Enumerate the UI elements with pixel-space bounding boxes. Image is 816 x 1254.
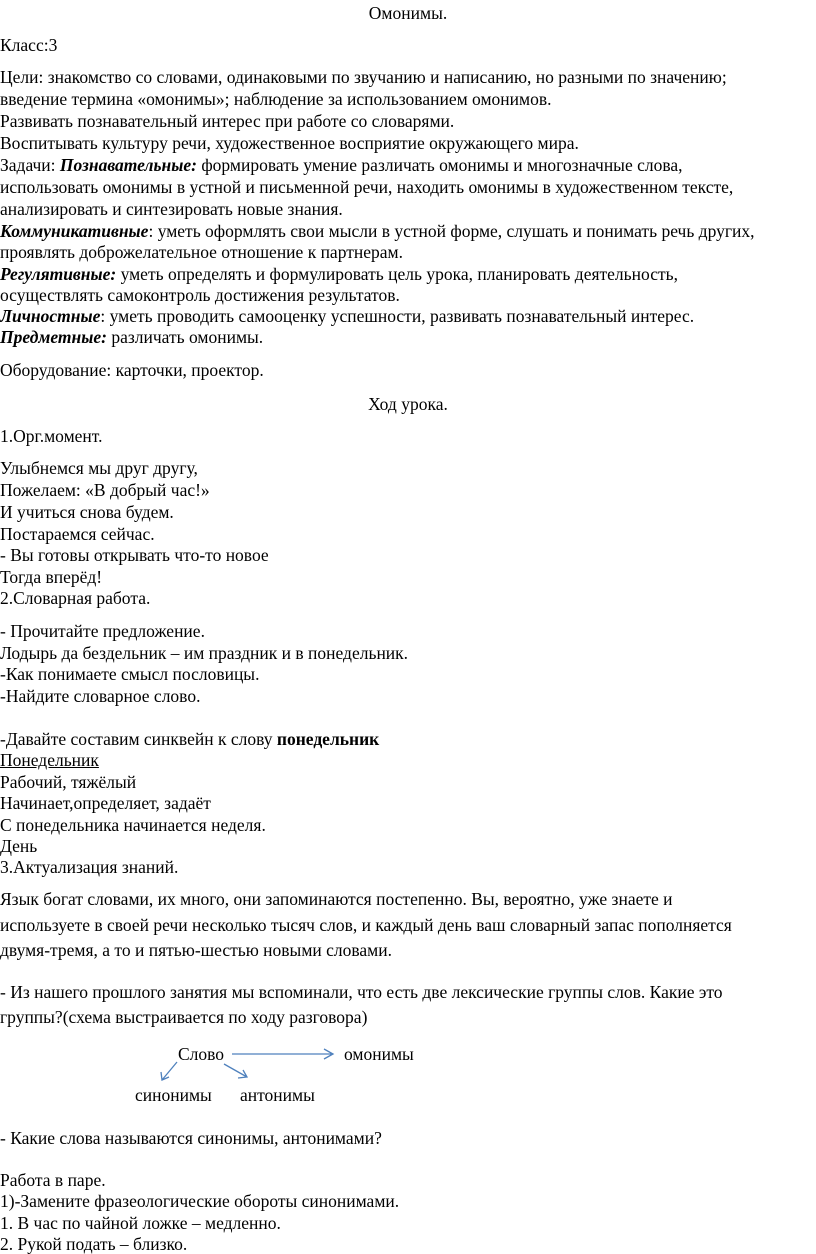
- goals-line: введение термина «омонимы»; наблюдение за использованием омонимов.: [0, 89, 552, 109]
- pair-item: 1. В час по чайной ложке – медленно.: [0, 1213, 281, 1233]
- paragraph-line: группы?(схема выстраивается по ходу разговора): [0, 1007, 368, 1027]
- cinquain-line: Рабочий, тяжёлый: [0, 772, 137, 792]
- cinquain-line: Начинает,определяет, задаёт: [0, 793, 211, 813]
- pair-work-heading: Работа в паре.: [0, 1170, 106, 1190]
- lesson-heading: Ход урока.: [368, 394, 448, 414]
- tasks-prefix: Задачи:: [0, 155, 60, 175]
- regulative-label: Регулятивные:: [0, 264, 117, 284]
- goals-line: Воспитывать культуру речи, художественное восприятие окружающего мира.: [0, 133, 579, 153]
- diagram-homonyms: омонимы: [344, 1044, 414, 1064]
- step-heading: 2.Словарная работа.: [0, 588, 151, 608]
- equipment-line: Оборудование: карточки, проектор.: [0, 360, 264, 380]
- poem-line: Тогда вперёд!: [0, 567, 103, 587]
- goals-line: Цели: знакомство со словами, одинаковыми по звучанию и написанию, но разными по значению;: [0, 67, 727, 87]
- paragraph-line: двумя-тремя, а то и пятью-шестью новыми словами.: [0, 940, 392, 960]
- step-heading: 1.Орг.момент.: [0, 426, 103, 446]
- cognitive-text: формировать умение различать омонимы и многозначные слова,: [196, 155, 683, 175]
- cinquain-word: понедельник: [276, 729, 380, 749]
- paragraph-line: Язык богат словами, их много, они запоминаются постепенно. Вы, вероятно, уже знаете и: [0, 889, 673, 909]
- poem-line: И учиться снова будем.: [0, 502, 174, 522]
- text-line: осуществлять самоконтроль достижения результатов.: [0, 285, 400, 305]
- goals-line: Развивать познавательный интерес при работе со словарями.: [0, 111, 455, 131]
- poem-line: - Вы готовы открывать что-то новое: [0, 545, 269, 565]
- poem-line: Пожелаем: «В добрый час!»: [0, 480, 210, 500]
- paragraph-line: - Из нашего прошлого занятия мы вспоминали, что есть две лексические группы слов. Какие это: [0, 982, 723, 1002]
- vocab-line: -Найдите словарное слово.: [0, 686, 201, 706]
- vocab-line: - Прочитайте предложение.: [0, 621, 205, 641]
- pair-item: 2. Рукой подать – близко.: [0, 1234, 188, 1254]
- text-line: проявлять доброжелательное отношение к партнерам.: [0, 242, 403, 262]
- cinquain-line: С понедельника начинается неделя.: [0, 815, 266, 835]
- pair-task: 1)-Замените фразеологические обороты синонимами.: [0, 1191, 400, 1211]
- vocab-line: Лодырь да бездельник – им праздник и в понедельник.: [0, 643, 409, 663]
- diagram-synonyms: синонимы: [135, 1085, 212, 1105]
- question-line: - Какие слова называются синонимы, антонимами?: [0, 1128, 382, 1148]
- text-line: анализировать и синтезировать новые знания.: [0, 199, 343, 219]
- subject-label: Предметные:: [0, 327, 107, 347]
- arrow-to-synonyms: [161, 1062, 177, 1080]
- cinquain-intro-text: -Давайте составим синквейн к слову: [0, 729, 277, 749]
- subject-text: различать омонимы.: [106, 327, 264, 347]
- diagram-antonyms: антонимы: [240, 1085, 315, 1105]
- personal-text: : уметь проводить самооценку успешности, развивать познавательный интерес.: [100, 306, 695, 326]
- vocab-line: -Как понимаете смысл пословицы.: [0, 664, 260, 684]
- arrow-to-antonyms: [224, 1064, 247, 1078]
- paragraph-line: используете в своей речи несколько тысяч слов, и каждый день ваш словарный запас пополняется: [0, 915, 732, 935]
- regulative-text: уметь определять и формулировать цель урока, планировать деятельность,: [116, 264, 678, 284]
- cognitive-label: Познавательные:: [59, 155, 197, 175]
- text-line: использовать омонимы в устной и письменной речи, находить омонимы в художественном тексте,: [0, 177, 734, 197]
- cinquain-line: День: [0, 836, 38, 856]
- communicative-label: Коммуникативные: [0, 221, 149, 241]
- communicative-text: : уметь оформлять свои мысли в устной форме, слушать и понимать речь других,: [148, 221, 755, 241]
- arrow-to-homonyms: [232, 1049, 333, 1059]
- personal-label: Личностные: [0, 306, 101, 326]
- document-title: Омонимы.: [368, 3, 448, 23]
- diagram-root: Слово: [178, 1044, 225, 1064]
- step-heading: 3.Актуализация знаний.: [0, 857, 179, 877]
- poem-line: Улыбнемся мы друг другу,: [0, 458, 198, 478]
- cinquain-line: Понедельник: [0, 750, 99, 770]
- class-line: Класс:3: [0, 35, 58, 55]
- poem-line: Постараемся сейчас.: [0, 524, 155, 544]
